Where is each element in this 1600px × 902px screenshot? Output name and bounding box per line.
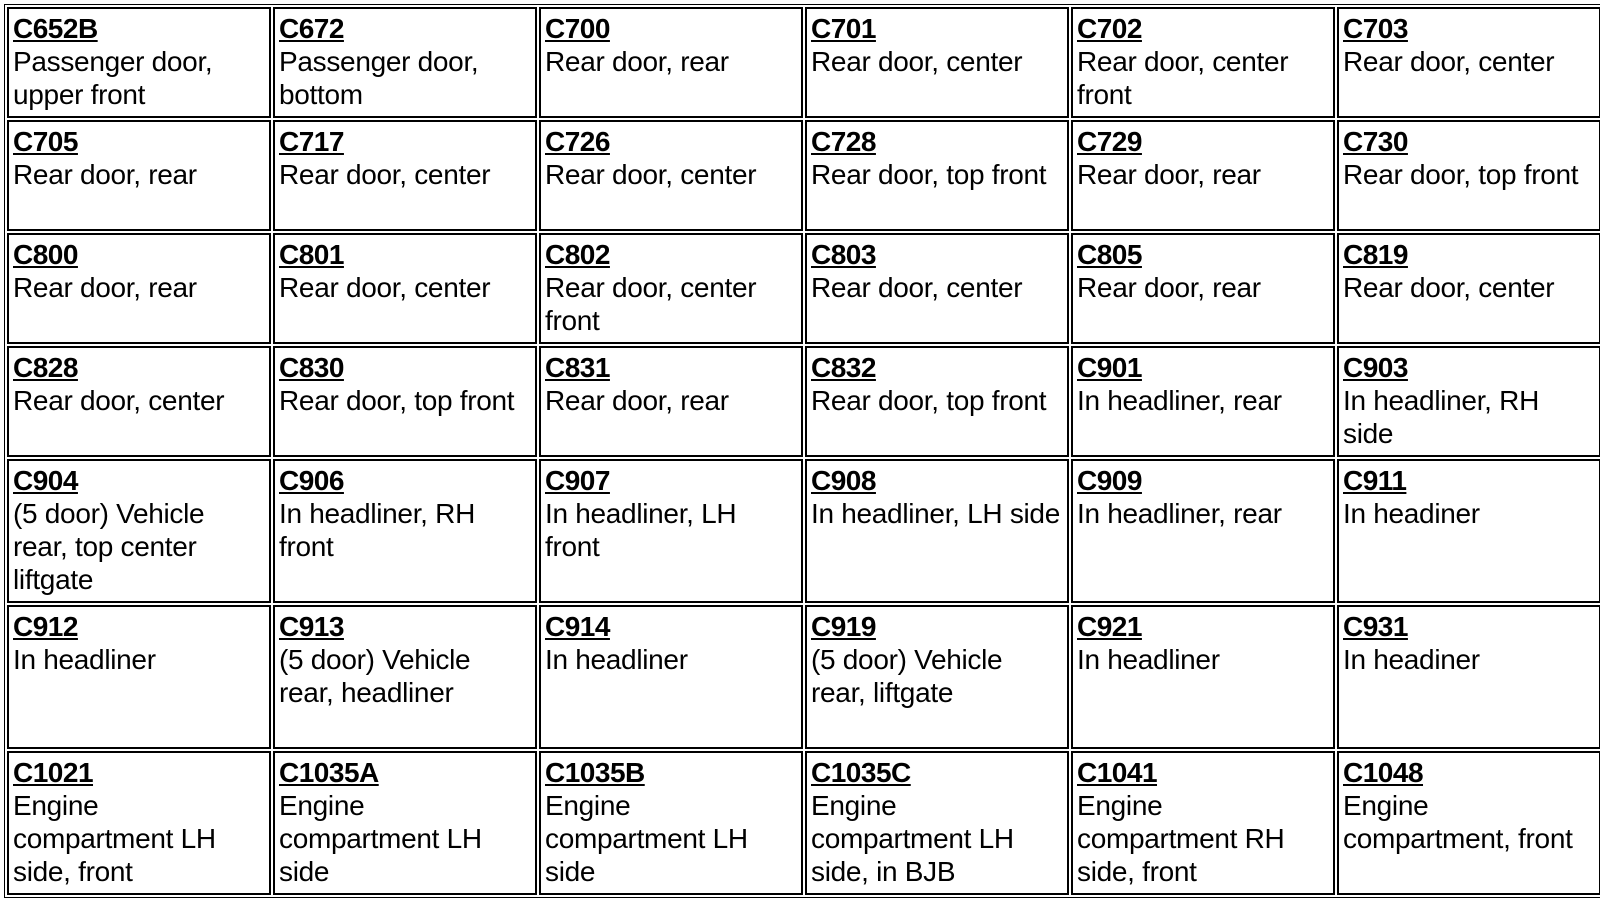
connector-code: C672 — [279, 13, 344, 44]
connector-cell — [7, 346, 271, 457]
connector-code: C819 — [1343, 239, 1408, 270]
connector-cell — [805, 459, 1069, 603]
connector-location: Rear door, center — [545, 159, 757, 190]
connector-code: C802 — [545, 239, 610, 270]
connector-code: C830 — [279, 352, 344, 383]
table-row — [7, 233, 1600, 344]
connector-cell — [805, 751, 1069, 895]
connector-cell — [7, 751, 271, 895]
connector-code: C1041 — [1077, 757, 1158, 788]
connector-location: Rear door, top front — [1343, 159, 1579, 190]
connector-code: C1035B — [545, 757, 645, 788]
connector-cell — [273, 605, 537, 749]
connector-code: C800 — [13, 239, 78, 270]
connector-cell — [273, 751, 537, 895]
connector-cell — [7, 7, 271, 118]
connector-code: C652B — [13, 13, 98, 44]
connector-location: Engine compartment LH side — [545, 790, 748, 887]
connector-code: C907 — [545, 465, 610, 496]
connector-cell — [1071, 751, 1335, 895]
connector-code: C904 — [13, 465, 78, 496]
connector-code: C703 — [1343, 13, 1408, 44]
connector-location: Rear door, center — [279, 272, 491, 303]
connector-code: C705 — [13, 126, 78, 157]
connector-location: Rear door, center — [1343, 46, 1555, 77]
connector-code: C901 — [1077, 352, 1142, 383]
connector-cell — [539, 346, 803, 457]
connector-code: C702 — [1077, 13, 1142, 44]
connector-cell — [1337, 120, 1600, 231]
connector-table-body — [7, 7, 1600, 895]
connector-cell — [1337, 7, 1600, 118]
connector-location: In headliner, RH front — [279, 498, 475, 562]
connector-code: C728 — [811, 126, 876, 157]
connector-code: C701 — [811, 13, 876, 44]
connector-code: C913 — [279, 611, 344, 642]
connector-location: Rear door, rear — [1077, 159, 1261, 190]
connector-location: In headiner — [1343, 644, 1480, 675]
connector-location: Rear door, center front — [1077, 46, 1289, 110]
connector-cell — [1071, 346, 1335, 457]
connector-location: Rear door, center front — [545, 272, 757, 336]
connector-cell — [805, 233, 1069, 344]
connector-code: C832 — [811, 352, 876, 383]
connector-code: C908 — [811, 465, 876, 496]
connector-location: (5 door) Vehicle rear, top center liftgate — [13, 498, 205, 595]
connector-location: Engine compartment LH side, in BJB — [811, 790, 1014, 887]
table-row — [7, 459, 1600, 603]
connector-location: In headliner — [1077, 644, 1220, 675]
connector-location: Rear door, center — [13, 385, 225, 416]
connector-cell — [273, 233, 537, 344]
connector-location: Passenger door, bottom — [279, 46, 479, 110]
connector-code: C919 — [811, 611, 876, 642]
connector-location: In headliner, rear — [1077, 498, 1282, 529]
connector-cell — [1337, 233, 1600, 344]
connector-location: In headliner — [13, 644, 156, 675]
connector-location: In headliner, LH front — [545, 498, 737, 562]
connector-location: Passenger door, upper front — [13, 46, 213, 110]
connector-cell — [7, 120, 271, 231]
connector-cell — [539, 751, 803, 895]
connector-code: C921 — [1077, 611, 1142, 642]
connector-location: (5 door) Vehicle rear, headliner — [279, 644, 471, 708]
connector-code: C903 — [1343, 352, 1408, 383]
connector-code: C906 — [279, 465, 344, 496]
connector-location: Rear door, center — [811, 272, 1023, 303]
connector-cell — [273, 346, 537, 457]
connector-location: Rear door, rear — [13, 272, 197, 303]
connector-location: Rear door, rear — [1077, 272, 1261, 303]
connector-cell — [273, 459, 537, 603]
connector-code: C1021 — [13, 757, 94, 788]
connector-cell — [539, 233, 803, 344]
connector-location-table — [4, 4, 1600, 898]
connector-cell — [1337, 751, 1600, 895]
connector-location: Rear door, center — [1343, 272, 1555, 303]
connector-cell — [1071, 605, 1335, 749]
connector-cell — [1337, 346, 1600, 457]
connector-cell — [1337, 459, 1600, 603]
connector-code: C700 — [545, 13, 610, 44]
connector-code: C801 — [279, 239, 344, 270]
connector-location: Rear door, top front — [811, 385, 1047, 416]
table-row — [7, 751, 1600, 895]
connector-location: (5 door) Vehicle rear, liftgate — [811, 644, 1003, 708]
connector-code: C729 — [1077, 126, 1142, 157]
connector-code: C1035A — [279, 757, 379, 788]
connector-cell — [539, 120, 803, 231]
connector-cell — [805, 120, 1069, 231]
table-row — [7, 346, 1600, 457]
connector-cell — [7, 459, 271, 603]
connector-code: C805 — [1077, 239, 1142, 270]
connector-cell — [805, 7, 1069, 118]
connector-location: Rear door, top front — [811, 159, 1047, 190]
connector-location: Engine compartment LH side — [279, 790, 482, 887]
connector-cell — [1071, 120, 1335, 231]
connector-location: In headliner, LH side — [811, 498, 1060, 529]
connector-location: In headliner, rear — [1077, 385, 1282, 416]
connector-code: C912 — [13, 611, 78, 642]
connector-location: Engine compartment LH side, front — [13, 790, 216, 887]
connector-location: Rear door, top front — [279, 385, 515, 416]
connector-code: C914 — [545, 611, 610, 642]
connector-code: C1048 — [1343, 757, 1424, 788]
connector-location: Engine compartment RH side, front — [1077, 790, 1285, 887]
connector-cell — [1071, 459, 1335, 603]
table-row — [7, 7, 1600, 118]
connector-cell — [273, 120, 537, 231]
connector-code: C1035C — [811, 757, 911, 788]
connector-location: Rear door, rear — [545, 385, 729, 416]
connector-location: In headliner — [545, 644, 688, 675]
connector-code: C831 — [545, 352, 610, 383]
connector-location: Rear door, center — [279, 159, 491, 190]
connector-location: Engine compartment, front — [1343, 790, 1573, 854]
connector-code: C726 — [545, 126, 610, 157]
connector-cell — [805, 346, 1069, 457]
connector-code: C828 — [13, 352, 78, 383]
connector-location: Rear door, center — [811, 46, 1023, 77]
connector-code: C717 — [279, 126, 344, 157]
connector-cell — [539, 7, 803, 118]
connector-cell — [1337, 605, 1600, 749]
connector-code: C730 — [1343, 126, 1408, 157]
connector-code: C803 — [811, 239, 876, 270]
connector-cell — [539, 605, 803, 749]
connector-code: C931 — [1343, 611, 1408, 642]
connector-code: C911 — [1343, 465, 1407, 496]
connector-cell — [1071, 7, 1335, 118]
connector-cell — [805, 605, 1069, 749]
connector-cell — [273, 7, 537, 118]
connector-cell — [7, 605, 271, 749]
connector-code: C909 — [1077, 465, 1142, 496]
table-row — [7, 605, 1600, 749]
connector-location: Rear door, rear — [545, 46, 729, 77]
connector-location: Rear door, rear — [13, 159, 197, 190]
connector-cell — [1071, 233, 1335, 344]
connector-cell — [539, 459, 803, 603]
table-row — [7, 120, 1600, 231]
connector-location: In headiner — [1343, 498, 1480, 529]
connector-location: In headliner, RH side — [1343, 385, 1539, 449]
connector-cell — [7, 233, 271, 344]
